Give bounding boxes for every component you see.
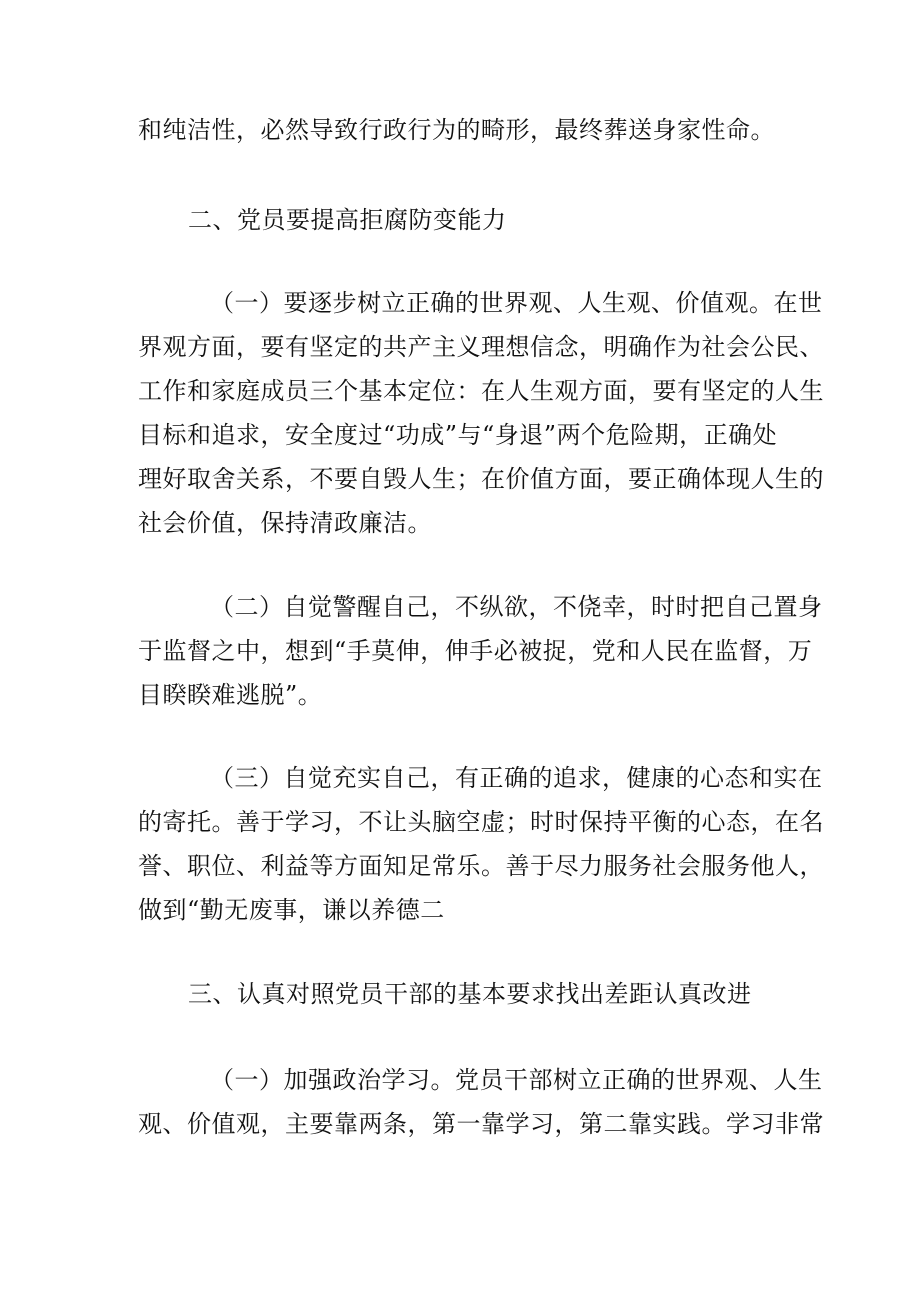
paragraph-line: 目标和追求，安全度过“功成”与“身退”两个危险期，正确处	[138, 421, 778, 449]
paragraph-line: （一）加强政治学习。党员干部树立正确的世界观、人生	[210, 1066, 823, 1094]
paragraph-line: 理好取舍关系，不要自毁人生；在价值方面，要正确体现人生的	[138, 465, 824, 493]
paragraph-line: （一）要逐步树立正确的世界观、人生观、价值观。在世	[210, 289, 823, 317]
paragraph-line: 于监督之中，想到“手莫伸，伸手必被捉，党和人民在监督，万	[138, 637, 813, 665]
section-heading: 二、党员要提高拒腐防变能力	[188, 206, 507, 234]
paragraph-line: （三）自觉充实自己，有正确的追求，健康的心态和实在	[210, 764, 823, 792]
paragraph-line: 工作和家庭成员三个基本定位：在人生观方面，要有坚定的人生	[138, 377, 824, 405]
paragraph-line: 社会价值，保持清政廉洁。	[138, 509, 432, 537]
paragraph-line: （二）自觉警醒自己，不纵欲，不侥幸，时时把自己置身	[210, 593, 823, 621]
paragraph-line: 誉、职位、利益等方面知足常乐。善于尽力服务社会服务他人，	[138, 852, 824, 880]
paragraph-line: 目睽睽难逃脱”。	[138, 681, 323, 709]
section-heading: 三、认真对照党员干部的基本要求找出差距认真改进	[188, 980, 752, 1008]
paragraph-line: 和纯洁性，必然导致行政行为的畸形，最终葬送身家性命。	[138, 116, 775, 144]
paragraph-line: 界观方面，要有坚定的共产主义理想信念，明确作为社会公民、	[138, 333, 824, 361]
paragraph-line: 做到“勤无废事，谦以养德二	[138, 896, 445, 924]
paragraph-line: 观、价值观，主要靠两条，第一靠学习，第二靠实践。学习非常	[138, 1110, 824, 1138]
paragraph-line: 的寄托。善于学习，不让头脑空虚；时时保持平衡的心态，在名	[138, 808, 824, 836]
